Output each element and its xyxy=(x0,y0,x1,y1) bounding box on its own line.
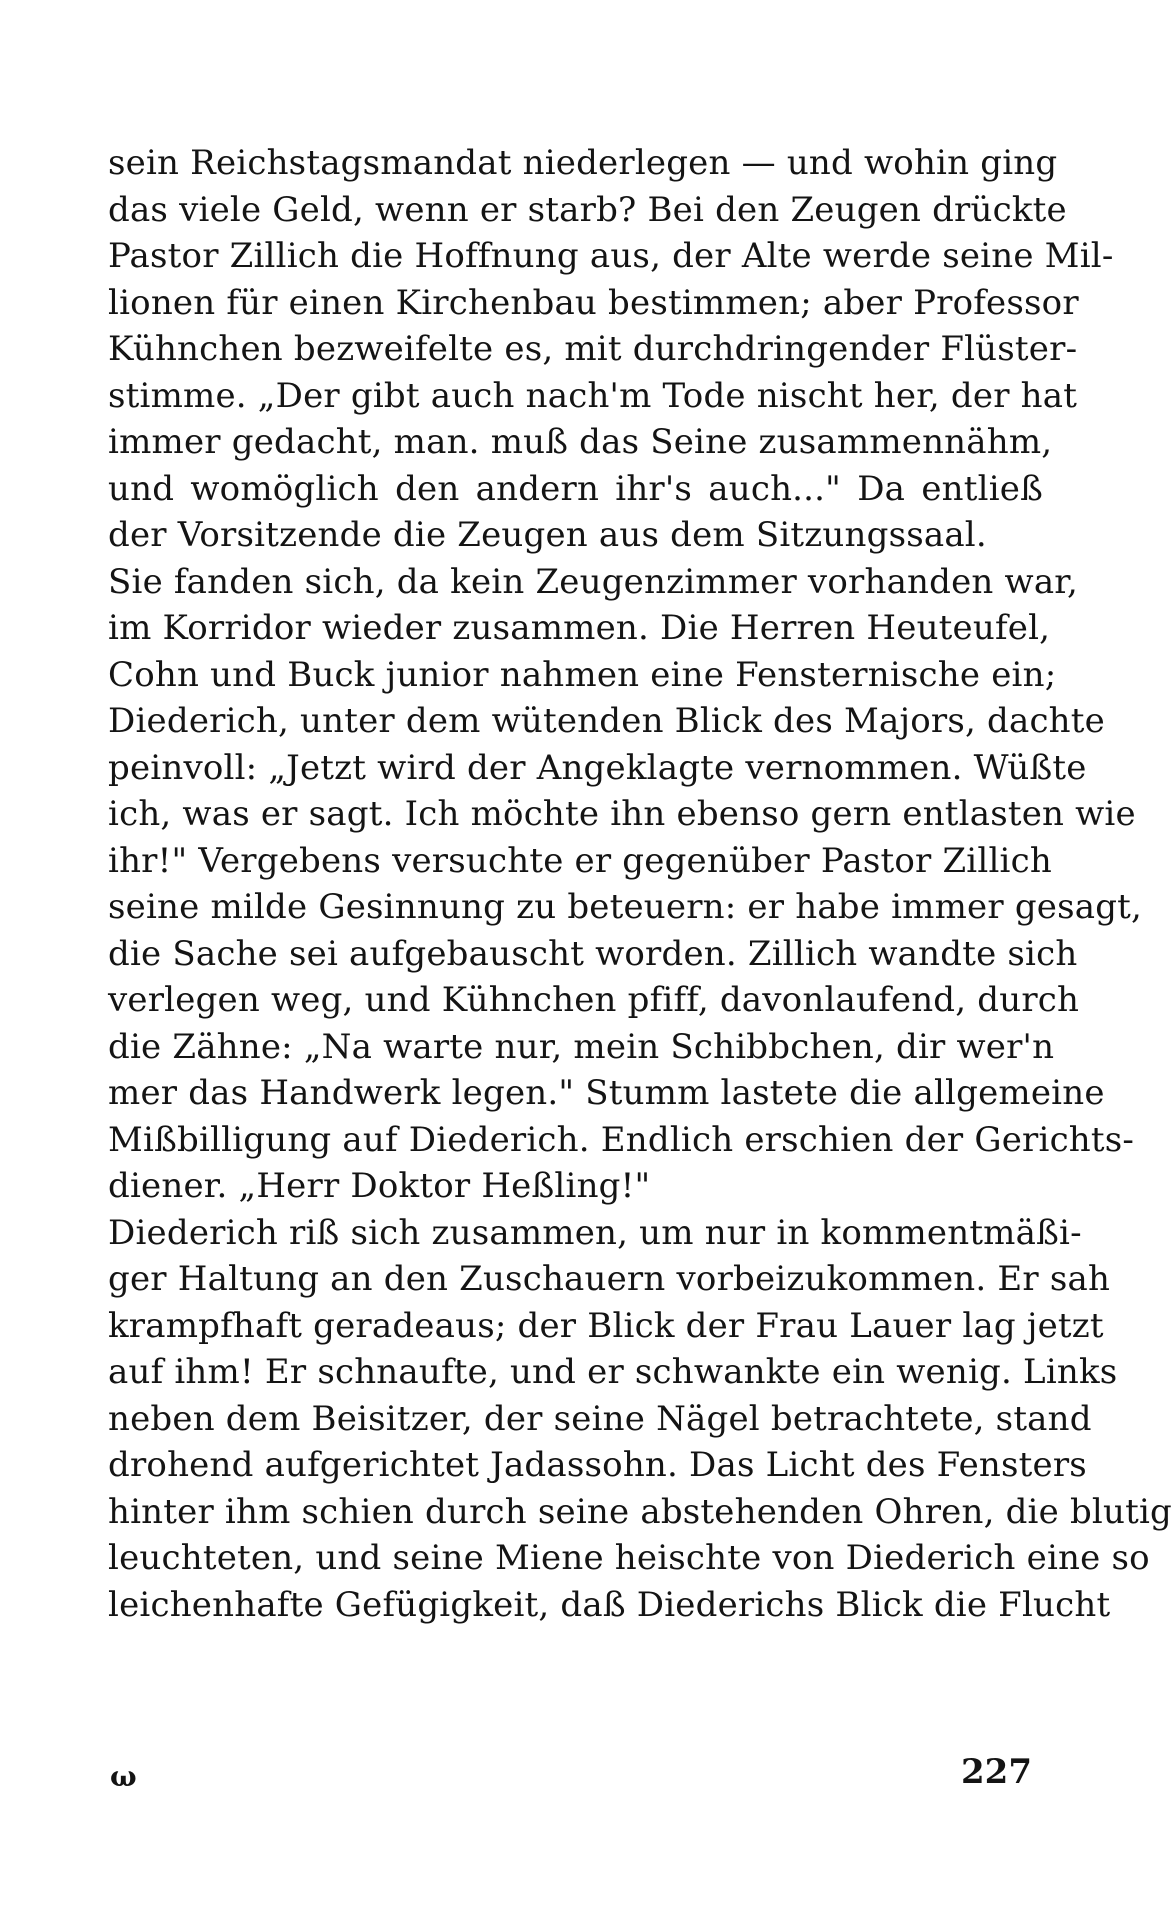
text-line: Mißbilligung auf Diederich. Endlich erschien der Gerichts- xyxy=(108,1119,1135,1160)
text-line: und womöglich den andern ihr's auch..." Da entließ xyxy=(108,468,1043,509)
body-text xyxy=(108,140,1172,1628)
text-line: ihr!" Vergebens versuchte er gegenüber Pastor Zillich xyxy=(108,840,1052,881)
text-line: lionen für einen Kirchenbau bestimmen; aber Professor xyxy=(108,282,1079,323)
text-line: Sie fanden sich, da kein Zeugenzimmer vorhanden war, xyxy=(108,561,1079,602)
text-line: Kühnchen bezweifelte es, mit durchdringender Flüster- xyxy=(108,329,1078,369)
text-line: sein Reichstagsmandat niederlegen — und wohin ging xyxy=(108,143,1058,183)
page-number: 227 xyxy=(961,1752,1032,1792)
text-line: ger Haltung an den Zuschauern vorbeizukommen. Er sah xyxy=(108,1259,1111,1299)
text-line: leichenhafte Gefügigkeit, daß Diederichs Blick die Flucht xyxy=(108,1584,1111,1625)
text-line: stimme. „Der gibt auch nach'm Tode nischt her, der hat xyxy=(108,375,1078,416)
text-line: krampfhaft geradeaus; der Blick der Frau Lauer lag jetzt xyxy=(108,1305,1104,1346)
text-line: drohend aufgerichtet Jadassohn. Das Licht des Fensters xyxy=(108,1445,1087,1485)
text-line: der Vorsitzende die Zeugen aus dem Sitzungssaal. xyxy=(108,515,987,555)
text-line: die Zähne: „Na warte nur, mein Schibbchen, dir wer'n xyxy=(108,1026,1055,1067)
text-line: mer das Handwerk legen." Stumm lastete die allgemeine xyxy=(108,1073,1105,1113)
text-line: immer gedacht, man. muß das Seine zusammennähm, xyxy=(108,422,1053,462)
text-line: Diederich riß sich zusammen, um nur in kommentmäßi- xyxy=(108,1212,1082,1253)
text-line: im Korridor wieder zusammen. Die Herren Heuteufel, xyxy=(108,608,1051,648)
text-line: seine milde Gesinnung zu beteuern: er habe immer gesagt, xyxy=(108,887,1143,927)
text-line: das viele Geld, wenn er starb? Bei den Zeugen drückte xyxy=(108,189,1067,230)
text-line: leuchteten, und seine Miene heischte von Diederich eine so xyxy=(108,1538,1150,1578)
text-line: neben dem Beisitzer, der seine Nägel betrachtete, stand xyxy=(108,1398,1092,1439)
text-line: diener. „Herr Doktor Heßling!" xyxy=(108,1166,651,1206)
text-line: Diederich, unter dem wütenden Blick des Majors, dachte xyxy=(108,701,1105,741)
signature-mark: ω xyxy=(110,1760,137,1793)
text-line: Cohn und Buck junior nahmen eine Fensternische ein; xyxy=(108,654,1057,695)
text-line: ich, was er sagt. Ich möchte ihn ebenso gern entlasten wie xyxy=(108,794,1136,834)
text-line: auf ihm! Er schnaufte, und er schwankte ein wenig. Links xyxy=(108,1352,1118,1392)
text-line: die Sache sei aufgebauscht worden. Zillich wandte sich xyxy=(108,933,1078,974)
text-line: peinvoll: „Jetzt wird der Angeklagte vernommen. Wüßte xyxy=(108,747,1087,788)
text-line: verlegen weg, und Kühnchen pfiff, davonlaufend, durch xyxy=(108,980,1080,1020)
text-line: Pastor Zillich die Hoffnung aus, der Alte werde seine Mil- xyxy=(108,236,1114,276)
text-line: hinter ihm schien durch seine abstehenden Ohren, die blutig xyxy=(108,1491,1172,1532)
